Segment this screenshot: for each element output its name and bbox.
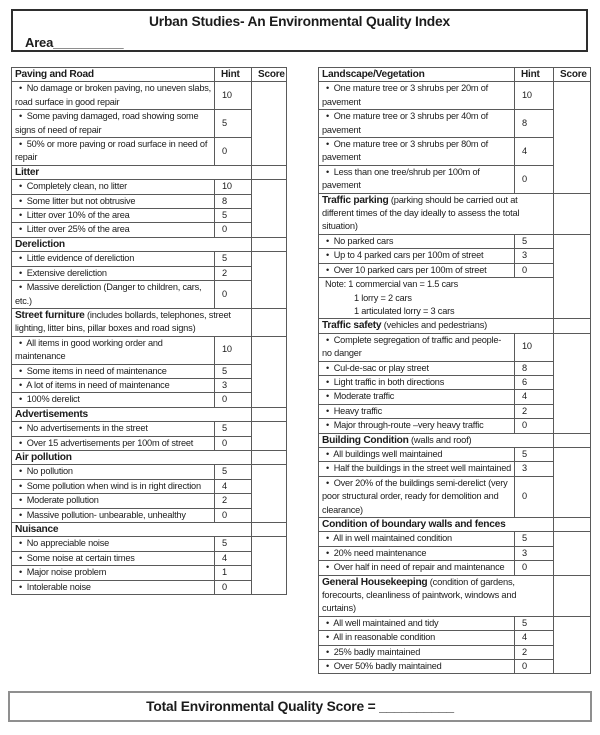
score-entry-cell — [252, 180, 287, 238]
criteria-cell: • Major noise problem — [12, 566, 215, 580]
criteria-row — [319, 110, 591, 138]
criteria-row — [319, 263, 591, 277]
hint-value-cell: 5 — [215, 209, 252, 223]
hint-value-cell: 8 — [515, 110, 554, 138]
hint-value-cell: 0 — [215, 281, 252, 309]
score-entry-cell — [252, 252, 287, 309]
section-title-cell — [12, 308, 252, 336]
criteria-row — [319, 82, 591, 110]
section-title-note: (parking should be carried out at different times of the day ideally to assess the total situation) — [322, 194, 520, 232]
criteria-row — [12, 479, 287, 493]
criteria-cell: • Less than one tree/shrub per 100m of pavement — [319, 165, 515, 193]
criteria-cell: • Major through-route –very heavy traffic — [319, 419, 515, 433]
hint-value-cell: 5 — [515, 234, 554, 248]
criteria-cell: • No damage or broken paving, no uneven slabs, road surface in good repair — [12, 82, 215, 110]
criteria-cell: • All in reasonable condition — [319, 631, 515, 645]
criteria-cell: • Intolerable noise — [12, 580, 215, 594]
criteria-cell: • Some litter but not obtrusive — [12, 194, 215, 208]
section-header-row — [12, 407, 287, 421]
section-title: Dereliction — [15, 238, 65, 250]
note-row — [319, 278, 591, 319]
criteria-cell: • Over 10 parked cars per 100m of street — [319, 263, 515, 277]
score-entry-cell — [252, 165, 287, 179]
section-title-cell — [319, 518, 554, 532]
criteria-row — [12, 281, 287, 309]
assessment-table-left — [11, 67, 287, 595]
title-box — [11, 9, 588, 52]
criteria-row — [319, 546, 591, 560]
hint-value-cell: 0 — [515, 263, 554, 277]
total-score-line — [146, 699, 454, 714]
hint-column-header: Hint — [515, 68, 554, 82]
hint-value-cell: 4 — [215, 479, 252, 493]
criteria-cell: • No appreciable noise — [12, 537, 215, 551]
criteria-row — [12, 537, 287, 551]
section-header-row — [12, 165, 287, 179]
note-cell — [319, 278, 554, 319]
criteria-row — [12, 393, 287, 407]
criteria-cell: • Little evidence of dereliction — [12, 252, 215, 266]
hint-value-cell: 4 — [515, 631, 554, 645]
score-column-header: Score — [554, 68, 591, 82]
criteria-row — [12, 110, 287, 138]
score-entry-cell — [554, 433, 591, 447]
criteria-cell: • 20% need maintenance — [319, 546, 515, 560]
score-entry-cell — [554, 333, 591, 433]
note-line: 1 lorry = 2 cars — [354, 292, 412, 303]
criteria-cell: • All in well maintained condition — [319, 532, 515, 546]
hint-value-cell: 5 — [515, 616, 554, 630]
section-title-cell — [319, 319, 554, 333]
criteria-cell: • Over half in need of repair and maintenance — [319, 561, 515, 575]
criteria-row — [319, 165, 591, 193]
hint-column-header: Hint — [215, 68, 252, 82]
criteria-row — [319, 249, 591, 263]
hint-value-cell: 3 — [515, 546, 554, 560]
score-entry-cell — [252, 537, 287, 595]
criteria-cell: • Over 15 advertisements per 100m of street — [12, 436, 215, 450]
score-entry-cell — [554, 234, 591, 318]
section-title-cell — [12, 165, 252, 179]
criteria-row — [319, 138, 591, 166]
hint-value-cell: 2 — [215, 266, 252, 280]
score-entry-cell — [252, 422, 287, 451]
section-title-note: (includes bollards, telephones, street lighting, litter bins, pillar boxes and road signs) — [15, 309, 231, 334]
hint-value-cell: 10 — [515, 333, 554, 361]
criteria-cell: • All items in good working order and maintenance — [12, 336, 215, 364]
criteria-row — [319, 532, 591, 546]
criteria-cell: • Moderate pollution — [12, 494, 215, 508]
criteria-cell: • All buildings well maintained — [319, 447, 515, 461]
criteria-cell: • Some paving damaged, road showing some signs of need of repair — [12, 110, 215, 138]
criteria-cell: • Half the buildings in the street well maintained — [319, 462, 515, 476]
score-column-header: Score — [252, 68, 287, 82]
score-entry-cell — [554, 82, 591, 193]
section-title: Traffic safety — [322, 320, 382, 332]
criteria-row — [12, 336, 287, 364]
hint-value-cell: 6 — [515, 375, 554, 389]
hint-value-cell: 1 — [215, 566, 252, 580]
criteria-row — [12, 223, 287, 237]
hint-value-cell: 4 — [515, 138, 554, 166]
hint-value-cell: 4 — [215, 551, 252, 565]
section-title: Traffic parking — [322, 194, 389, 206]
criteria-cell: • No parked cars — [319, 234, 515, 248]
hint-value-cell: 0 — [515, 419, 554, 433]
hint-value-cell: 0 — [215, 508, 252, 522]
criteria-row — [12, 266, 287, 280]
criteria-cell: • Cul-de-sac or play street — [319, 361, 515, 375]
criteria-cell: • One mature tree or 3 shrubs per 20m of pavement — [319, 82, 515, 110]
section-title-cell — [12, 407, 252, 421]
assessment-table-right — [318, 67, 591, 674]
hint-value-cell: 3 — [215, 378, 252, 392]
criteria-row — [319, 561, 591, 575]
criteria-row — [319, 361, 591, 375]
criteria-row — [12, 378, 287, 392]
criteria-cell: • Completely clean, no litter — [12, 180, 215, 194]
section-title: Landscape/Vegetation — [322, 69, 425, 80]
criteria-row — [12, 566, 287, 580]
area-label: Area — [25, 35, 54, 50]
section-header-row — [12, 237, 287, 251]
criteria-cell: • Litter over 10% of the area — [12, 209, 215, 223]
criteria-row — [319, 660, 591, 674]
criteria-cell: • 25% badly maintained — [319, 645, 515, 659]
criteria-row — [12, 364, 287, 378]
score-entry-cell — [252, 82, 287, 165]
section-header-row — [12, 450, 287, 464]
criteria-row — [319, 234, 591, 248]
criteria-row — [319, 645, 591, 659]
section-header-row — [12, 523, 287, 537]
hint-value-cell: 5 — [515, 447, 554, 461]
criteria-row — [319, 631, 591, 645]
score-entry-cell — [252, 407, 287, 421]
criteria-row — [12, 508, 287, 522]
criteria-cell: • All well maintained and tidy — [319, 616, 515, 630]
section-header-row — [319, 319, 591, 333]
criteria-cell: • Some noise at certain times — [12, 551, 215, 565]
criteria-row — [319, 616, 591, 630]
criteria-row — [12, 580, 287, 594]
hint-value-cell: 2 — [515, 645, 554, 659]
section-header-row — [319, 433, 591, 447]
criteria-cell: • No pollution — [12, 465, 215, 479]
section-header-row — [319, 68, 591, 82]
note-line: Note: 1 commercial van = 1.5 cars — [325, 279, 459, 290]
criteria-cell: • No advertisements in the street — [12, 422, 215, 436]
hint-value-cell: 0 — [215, 580, 252, 594]
criteria-row — [319, 476, 591, 517]
section-title-cell — [319, 433, 554, 447]
criteria-cell: • Massive dereliction (Danger to children, cars, etc.) — [12, 281, 215, 309]
area-blank-line: __________ — [53, 35, 124, 50]
section-title: Paving and Road — [15, 69, 94, 80]
criteria-cell: • 50% or more paving or road surface in need of repair — [12, 138, 215, 166]
section-title-cell — [12, 68, 215, 82]
score-entry-cell — [252, 523, 287, 537]
section-header-row — [319, 193, 591, 234]
section-title-note: (condition of gardens, forecourts, cleanliness of paintwork, windows and curtains) — [322, 576, 517, 614]
criteria-cell: • One mature tree or 3 shrubs per 80m of pavement — [319, 138, 515, 166]
section-header-row — [319, 575, 591, 616]
hint-value-cell: 5 — [215, 422, 252, 436]
criteria-row — [12, 422, 287, 436]
hint-value-cell: 0 — [215, 393, 252, 407]
score-entry-cell — [554, 319, 591, 333]
hint-value-cell: 5 — [215, 364, 252, 378]
criteria-row — [12, 209, 287, 223]
criteria-cell: • Heavy traffic — [319, 404, 515, 418]
criteria-row — [12, 494, 287, 508]
score-entry-cell — [252, 308, 287, 336]
section-header-row — [319, 518, 591, 532]
criteria-row — [12, 465, 287, 479]
hint-value-cell: 2 — [515, 404, 554, 418]
section-title-cell — [319, 193, 554, 234]
hint-value-cell: 10 — [215, 82, 252, 110]
criteria-cell: • Up to 4 parked cars per 100m of street — [319, 249, 515, 263]
criteria-cell: • Moderate traffic — [319, 390, 515, 404]
score-entry-cell — [554, 532, 591, 575]
total-score-box — [8, 691, 592, 722]
criteria-cell: • One mature tree or 3 shrubs per 40m of pavement — [319, 110, 515, 138]
criteria-row — [319, 404, 591, 418]
criteria-cell: • Some items in need of maintenance — [12, 364, 215, 378]
section-title: Advertisements — [15, 408, 88, 420]
score-entry-cell — [252, 336, 287, 407]
section-title: Condition of boundary walls and fences — [322, 519, 506, 530]
section-title: Street furniture — [15, 309, 85, 321]
criteria-row — [12, 551, 287, 565]
score-entry-cell — [252, 237, 287, 251]
hint-value-cell: 8 — [215, 194, 252, 208]
hint-value-cell: 5 — [215, 537, 252, 551]
hint-value-cell: 0 — [515, 165, 554, 193]
section-title: General Housekeeping — [322, 576, 428, 588]
criteria-cell: • Over 20% of the buildings semi-derelict (very poor structural order, ready for demolition and clearance) — [319, 476, 515, 517]
hint-value-cell: 4 — [515, 390, 554, 404]
hint-value-cell: 10 — [215, 336, 252, 364]
total-score-label: Total Environmental Quality Score = — [146, 699, 376, 714]
section-title-cell — [12, 523, 252, 537]
score-entry-cell — [252, 465, 287, 523]
criteria-cell: • Complete segregation of traffic and people- no danger — [319, 333, 515, 361]
criteria-cell: • Light traffic in both directions — [319, 375, 515, 389]
section-title: Nuisance — [15, 524, 59, 535]
hint-value-cell: 10 — [215, 180, 252, 194]
criteria-row — [319, 462, 591, 476]
criteria-row — [319, 390, 591, 404]
criteria-row — [12, 436, 287, 450]
criteria-row — [12, 82, 287, 110]
criteria-cell: • Extensive dereliction — [12, 266, 215, 280]
section-title: Air pollution — [15, 451, 72, 463]
hint-value-cell: 0 — [515, 561, 554, 575]
score-entry-cell — [554, 447, 591, 517]
score-entry-cell — [554, 518, 591, 532]
criteria-cell: • A lot of items in need of maintenance — [12, 378, 215, 392]
criteria-row — [319, 419, 591, 433]
criteria-row — [12, 180, 287, 194]
hint-value-cell: 5 — [215, 110, 252, 138]
area-field — [25, 35, 123, 50]
page-title: Urban Studies- An Environmental Quality Index — [149, 14, 450, 29]
hint-value-cell: 5 — [215, 465, 252, 479]
score-entry-cell — [252, 450, 287, 464]
section-title-cell — [12, 450, 252, 464]
criteria-cell: • Some pollution when wind is in right direction — [12, 479, 215, 493]
hint-value-cell: 8 — [515, 361, 554, 375]
criteria-cell: • Massive pollution- unbearable, unhealthy — [12, 508, 215, 522]
criteria-row — [12, 194, 287, 208]
score-entry-cell — [554, 193, 591, 234]
criteria-row — [319, 447, 591, 461]
criteria-row — [319, 375, 591, 389]
criteria-cell: • Litter over 25% of the area — [12, 223, 215, 237]
section-title: Building Condition — [322, 434, 409, 446]
section-title-note: (vehicles and pedestrians) — [381, 320, 488, 331]
section-header-row — [12, 68, 287, 82]
section-title-cell — [319, 575, 554, 616]
hint-value-cell: 3 — [515, 462, 554, 476]
hint-value-cell: 0 — [215, 436, 252, 450]
section-title-note: (walls and roof) — [408, 434, 472, 445]
criteria-row — [12, 138, 287, 166]
note-line: 1 articulated lorry = 3 cars — [354, 305, 455, 316]
hint-value-cell: 0 — [215, 223, 252, 237]
total-score-blank-line: __________ — [375, 699, 454, 714]
hint-value-cell: 5 — [515, 532, 554, 546]
hint-value-cell: 5 — [215, 252, 252, 266]
hint-value-cell: 0 — [515, 476, 554, 517]
section-title: Litter — [15, 166, 39, 178]
criteria-cell: • 100% derelict — [12, 393, 215, 407]
criteria-row — [12, 252, 287, 266]
criteria-cell: • Over 50% badly maintained — [319, 660, 515, 674]
score-entry-cell — [554, 575, 591, 616]
hint-value-cell: 0 — [215, 138, 252, 166]
hint-value-cell: 3 — [515, 249, 554, 263]
section-header-row — [12, 308, 287, 336]
section-title-cell — [319, 68, 515, 82]
hint-value-cell: 2 — [215, 494, 252, 508]
criteria-row — [319, 333, 591, 361]
hint-value-cell: 10 — [515, 82, 554, 110]
section-title-cell — [12, 237, 252, 251]
score-entry-cell — [554, 616, 591, 674]
hint-value-cell: 0 — [515, 660, 554, 674]
